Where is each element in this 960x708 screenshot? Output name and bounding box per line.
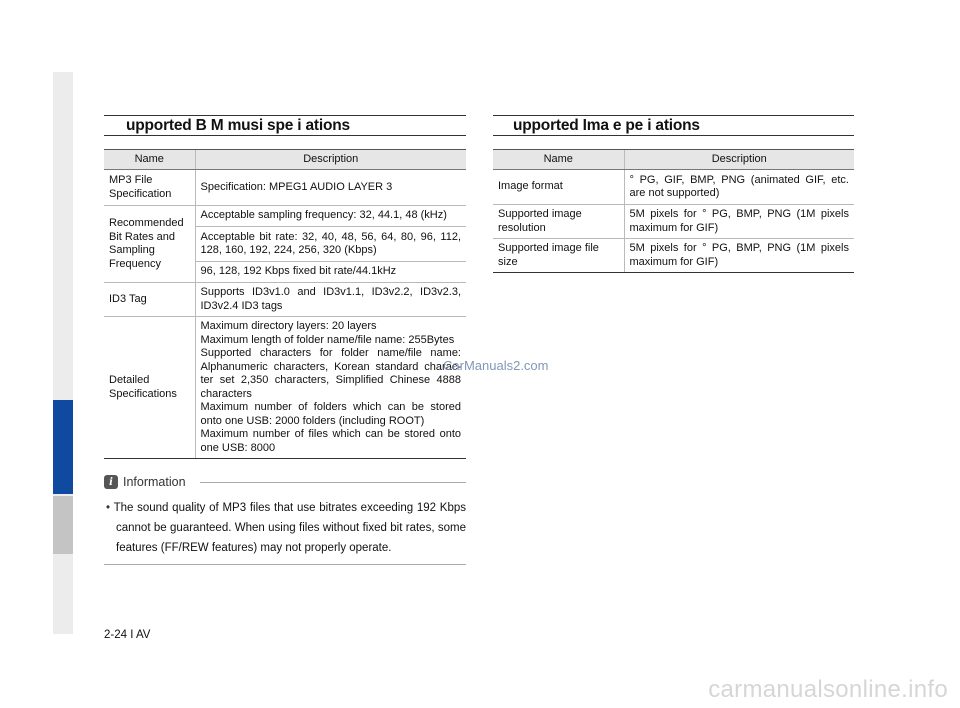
information-header (104, 474, 466, 490)
information-body: The sound quality of MP3 files that use bitrates exceeding 192 Kbps cannot be guaranteed. When using files without fixed bit rates, some features (FF/REW features) may not properly operate. (113, 502, 466, 554)
right-column (493, 115, 854, 273)
row-name: Detailed Specifications (104, 317, 195, 459)
row-description: 5M pixels for ° PG, BMP, PNG (1M pixels maximum for GIF) (624, 239, 854, 273)
watermark: CarManuals2.com (443, 358, 549, 373)
information-label: Information (123, 475, 186, 489)
row-description: Supports ID3v1.0 and ID3v1.1, ID3v2.2, ID3v2.3, ID3v2.4 ID3 tags (195, 283, 466, 317)
header-name: Name (104, 150, 195, 170)
table-header-row (493, 150, 854, 170)
left-column (104, 115, 466, 565)
spec-line: Supported characters for folder name/file name: Alphanumeric characters, Korean standard charac-ter set 2,350 characters, Simplified Chinese 4888 characters (200, 347, 461, 400)
table-row (104, 170, 466, 206)
row-description: Acceptable sampling frequency: 32, 44.1, 48 (kHz) (195, 206, 466, 227)
row-name: ID3 Tag (104, 283, 195, 317)
row-name: Supported image resolution (493, 205, 624, 239)
header-name: Name (493, 150, 624, 170)
page-number: 2-24 I AV (104, 629, 151, 641)
row-name: Image format (493, 170, 624, 205)
spec-line: Maximum number of folders which can be stored onto one USB: 2000 folders (including ROOT) (200, 401, 461, 427)
side-tab-active (53, 400, 73, 494)
row-name: MP3 File Specification (104, 170, 195, 206)
spec-line: Maximum directory layers: 20 layers (200, 320, 377, 332)
table-row (493, 239, 854, 273)
section-title-music: upported B M musi spe i ations (104, 115, 466, 136)
spec-line: Maximum length of folder name/file name: 255Bytes (200, 333, 455, 346)
row-description: 96, 128, 192 Kbps fixed bit rate/44.1kHz (195, 262, 466, 283)
table-row (493, 170, 854, 205)
bullet-icon: • (106, 502, 111, 514)
row-description (195, 317, 466, 459)
table-header-row (104, 150, 466, 170)
spec-line: Maximum number of files which can be stored onto one USB: 8000 (200, 428, 461, 454)
information-text (104, 498, 466, 558)
row-name: Supported image file size (493, 239, 624, 273)
row-description: ° PG, GIF, BMP, PNG (animated GIF, etc. are not supported) (624, 170, 854, 205)
table-row (104, 283, 466, 317)
header-description: Description (624, 150, 854, 170)
table-row (493, 205, 854, 239)
information-rule (200, 482, 466, 483)
side-tab-inactive (53, 496, 73, 554)
site-watermark: carmanualsonline.info (708, 676, 948, 703)
table-row (104, 317, 466, 459)
information-divider (104, 564, 466, 565)
music-spec-table (104, 149, 466, 459)
row-name: Recommended Bit Rates and Sampling Frequency (104, 206, 195, 283)
header-description: Description (195, 150, 466, 170)
section-title-image: upported Ima e pe i ations (493, 115, 854, 136)
image-spec-table (493, 149, 854, 273)
row-description: 5M pixels for ° PG, BMP, PNG (1M pixels maximum for GIF) (624, 205, 854, 239)
row-description: Specification: MPEG1 AUDIO LAYER 3 (195, 170, 466, 206)
info-icon: i (104, 475, 118, 489)
row-description: Acceptable bit rate: 32, 40, 48, 56, 64, 80, 96, 112, 128, 160, 192, 224, 256, 320 (Kbps) (195, 227, 466, 262)
table-row (104, 206, 466, 227)
